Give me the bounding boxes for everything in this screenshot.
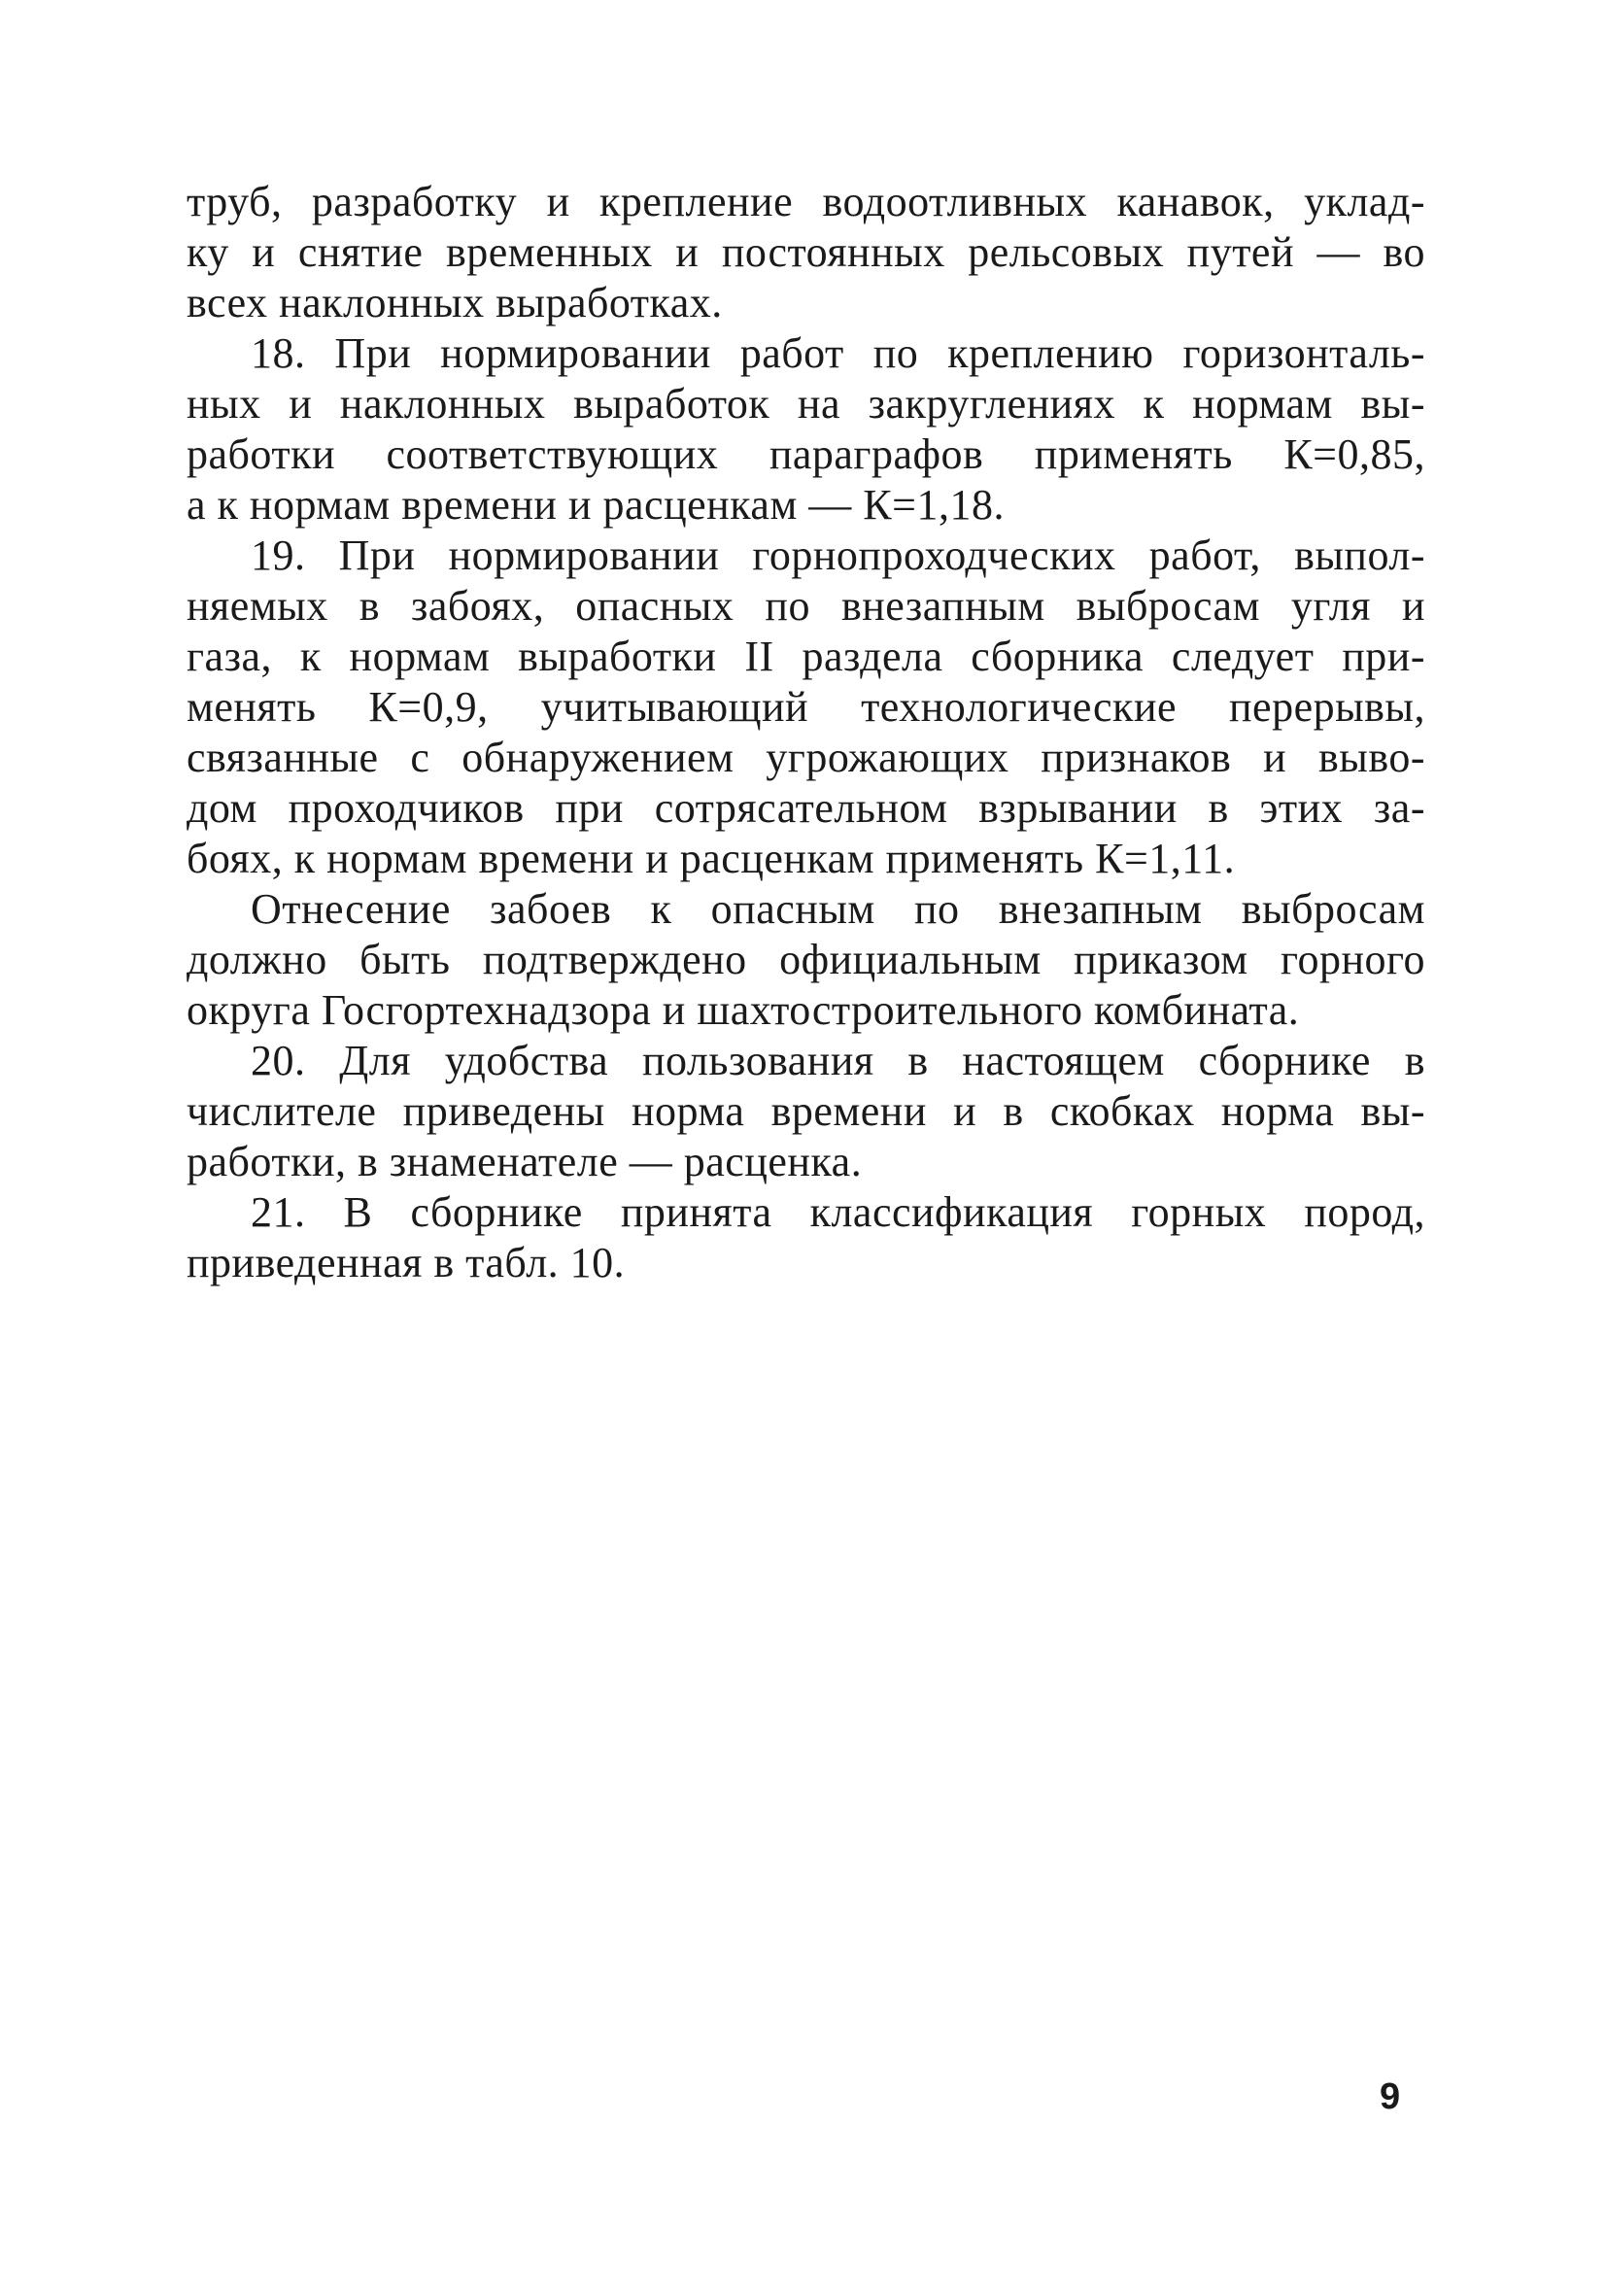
paragraph-item-21 xyxy=(187,1187,1425,1288)
text-line: ных и наклонных выработок на закруглениях к нормам вы- xyxy=(187,380,1425,428)
text-line: работки соответствующих параграфов применять К=0,85, xyxy=(187,430,1425,478)
text-line: ку и снятие временных и постоянных рельсовых путей — во xyxy=(187,228,1425,276)
text-line: приведенная в табл. 10. xyxy=(187,1239,626,1286)
text-line: а к нормам времени и расценкам — К=1,18. xyxy=(187,481,1005,529)
paragraph-item-18 xyxy=(187,328,1425,531)
text-line: 20. Для удобства пользования в настоящем сборнике в xyxy=(251,1037,1425,1084)
paragraph-item-20 xyxy=(187,1036,1425,1187)
text-line: дом проходчиков при сотрясательном взрывании в этих за- xyxy=(187,784,1425,832)
text-line: няемых в забоях, опасных по внезапным выбросам угля и xyxy=(187,582,1425,630)
text-line: газа, к нормам выработки II раздела сборника следует при- xyxy=(187,633,1425,680)
paragraph-item-19-note xyxy=(187,884,1425,1036)
text-line: 18. При нормировании работ по креплению горизонталь- xyxy=(251,329,1425,377)
text-line: 19. При нормировании горнопроходческих работ, выпол- xyxy=(251,531,1425,579)
page-number: 9 xyxy=(1380,2076,1401,2117)
text-line: числителе приведены норма времени и в скобках норма вы- xyxy=(187,1087,1425,1135)
text-line: Отнесение забоев к опасным по внезапным выбросам xyxy=(251,885,1425,933)
text-line: 21. В сборнике принята классификация горных пород, xyxy=(251,1188,1425,1236)
body-text xyxy=(187,177,1425,1288)
text-line: менять К=0,9, учитывающий технологические перерывы, xyxy=(187,683,1425,731)
text-line: труб, разработку и крепление водоотливных канавок, уклад- xyxy=(187,178,1425,225)
text-line: округа Госгортехнадзора и шахтостроительного комбината. xyxy=(187,986,1300,1034)
paragraph-continuation xyxy=(187,177,1425,328)
text-line: должно быть подтверждено официальным приказом горного xyxy=(187,936,1425,983)
text-line: связанные с обнаружением угрожающих признаков и выво- xyxy=(187,734,1425,781)
text-line: боях, к нормам времени и расценкам применять К=1,11. xyxy=(187,835,1236,882)
text-line: всех наклонных выработках. xyxy=(187,279,723,326)
paragraph-item-19 xyxy=(187,531,1425,884)
text-line: работки, в знаменателе — расценка. xyxy=(187,1138,863,1185)
